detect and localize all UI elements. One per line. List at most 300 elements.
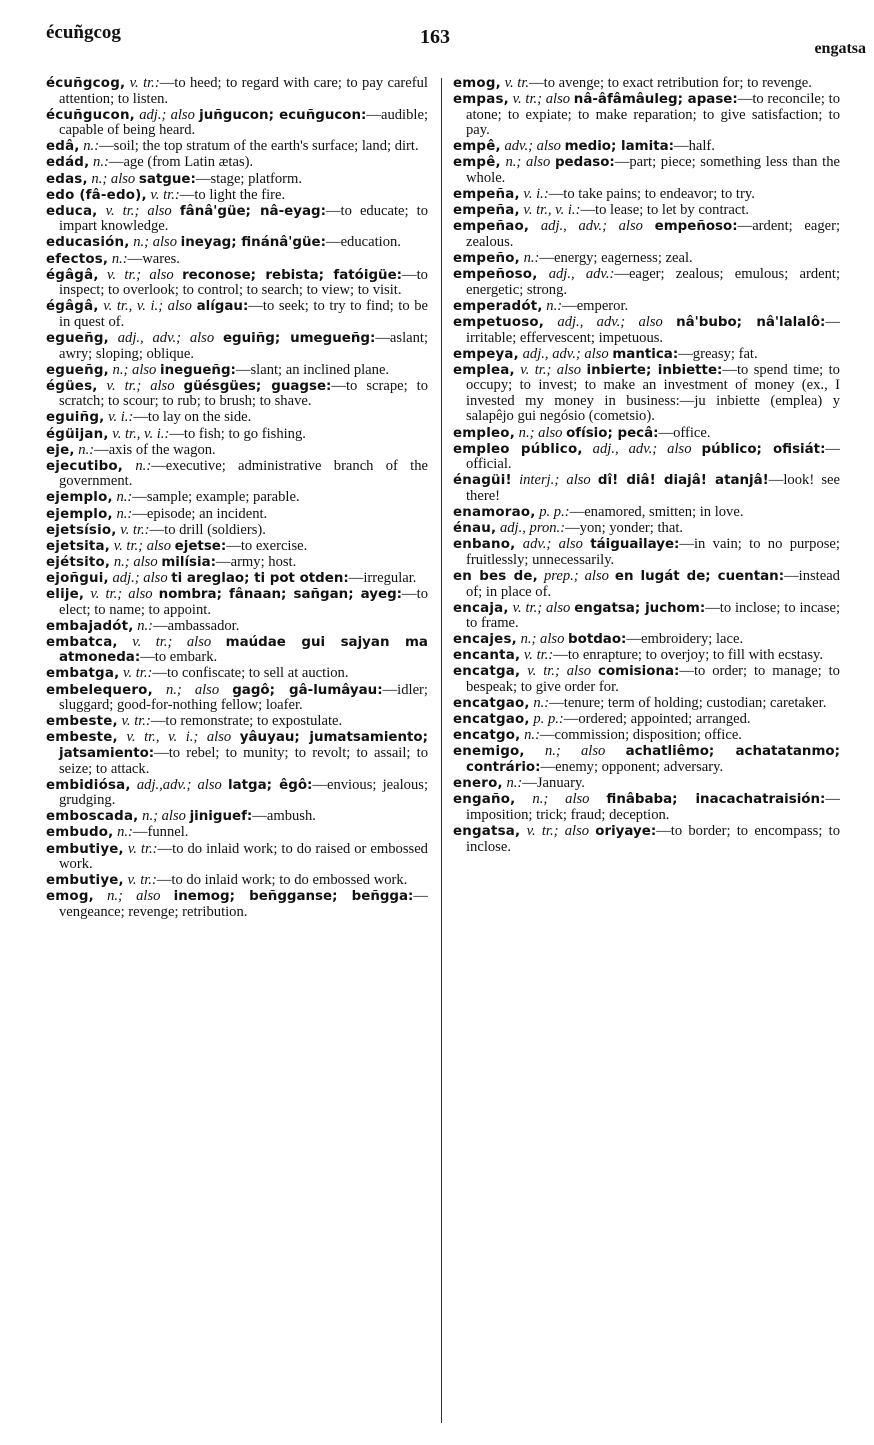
alternate-forms: ti areglao; ti pot otden: [171, 570, 349, 586]
dictionary-entry [46, 889, 428, 920]
alternate-forms: gagô; gâ-lumâyau: [232, 682, 383, 698]
headword: encaja, [453, 600, 509, 616]
headword: embidiósa, [46, 777, 131, 793]
left-guide-word: écuñgcog [46, 22, 121, 43]
also-label: also [136, 888, 161, 905]
part-of-speech: adj., adv.; [540, 218, 607, 235]
dictionary-entry [46, 204, 428, 235]
part-of-speech: n.: [137, 617, 154, 634]
alternate-forms: ineyag; finánâ'güe: [180, 235, 326, 251]
alternate-forms: ejetse: [174, 538, 227, 554]
dictionary-entry [453, 139, 840, 155]
dictionary-entry [46, 108, 428, 139]
dictionary-entry [46, 76, 428, 107]
also-label: also [170, 106, 195, 123]
definition: —to embark. [140, 649, 218, 666]
part-of-speech: n.: [135, 457, 152, 474]
part-of-speech: v. tr., v. i.: [523, 202, 581, 219]
headword: enemigo, [453, 744, 525, 760]
definition: —enemy; opponent; adversary. [540, 759, 724, 776]
definition: —in vain; to no purpose; fruitlessly; unnecessarily. [466, 536, 840, 568]
definition: —to lay on the side. [133, 409, 252, 426]
alternate-forms: en lugát de; cuentan: [614, 568, 785, 584]
definition: —to light the fire. [179, 186, 286, 203]
part-of-speech: n.; [112, 361, 129, 378]
dictionary-entry [46, 490, 428, 506]
definition: —enamored, smitten; in love. [569, 504, 744, 521]
definition: —funnel. [132, 824, 189, 841]
part-of-speech: v. tr.: [129, 75, 160, 91]
headword: encatgao, [453, 712, 530, 728]
alternate-forms: botdao: [568, 632, 627, 648]
part-of-speech: v. tr.: [523, 647, 554, 664]
page-number: 163 [420, 26, 450, 48]
part-of-speech: v. tr.; [512, 599, 543, 616]
headword: embatga, [46, 666, 120, 682]
headword: empleo público, [453, 441, 583, 457]
definition: —instead of; in place of. [466, 567, 840, 600]
dictionary-entry [453, 76, 840, 92]
alternate-forms: inegueñg: [160, 362, 236, 378]
headword: égâgâ, [46, 267, 99, 283]
definition: —to inclose; to incase; to frame. [466, 599, 840, 632]
dictionary-entry [46, 363, 428, 379]
dictionary-entry [453, 648, 840, 664]
headword: embeste, [46, 714, 118, 730]
alternate-forms: pedaso: [554, 155, 615, 171]
dictionary-entry [453, 601, 840, 632]
alternate-forms: fânâ'güe; nâ-eyag: [179, 203, 326, 219]
definition: —imposition; trick; fraud; deception. [466, 791, 840, 823]
also-label: also [556, 361, 582, 378]
part-of-speech: n.: [116, 505, 133, 522]
alternate-forms: comisiona: [598, 664, 680, 680]
headword: encanta, [453, 648, 521, 664]
also-label: also [566, 663, 592, 680]
definition: —slant; an inclined plane. [235, 361, 390, 378]
headword: embutiye, [46, 841, 124, 857]
dictionary-entry [453, 521, 840, 537]
part-of-speech: v. tr.; [105, 202, 140, 219]
definition: —January. [522, 775, 585, 792]
definition: —look! see there! [466, 472, 840, 504]
also-label: also [545, 91, 571, 108]
left-column [46, 76, 428, 921]
part-of-speech: v. tr.: [120, 521, 150, 538]
dictionary-entry [46, 188, 428, 204]
definition: —to heed; to regard with care; to pay careful attention; to listen. [59, 75, 428, 107]
definition: —eager; zealous; emulous; ardent; energetic; strong. [466, 266, 840, 298]
also-label: also [564, 822, 590, 839]
dictionary-entry [46, 427, 428, 443]
headword: educa, [46, 203, 98, 219]
headword: elije, [46, 587, 85, 602]
definition: —irritable; effervescent; impetuous. [466, 313, 841, 346]
headword: embajadót, [46, 618, 134, 634]
dictionary-entry [46, 587, 428, 618]
also-label: also [132, 361, 157, 378]
dictionary-entry [46, 666, 428, 682]
alternate-forms: latga; êgô: [227, 777, 313, 793]
also-label: also [110, 170, 136, 187]
part-of-speech: v. tr. [504, 75, 530, 91]
definition: —to do inlaid work; to do embossed work. [156, 872, 408, 889]
headword: edas, [46, 171, 88, 187]
headword: empas, [453, 92, 509, 108]
part-of-speech: n.; [113, 553, 130, 570]
definition: —to educate; to impart knowledge. [59, 202, 428, 235]
part-of-speech: v. tr.: [150, 186, 180, 203]
headword: empetuoso, [453, 314, 545, 330]
also-label: also [618, 218, 643, 235]
headword: educasión, [46, 235, 130, 251]
headword: ejemplo, [46, 506, 113, 522]
also-label: also [146, 537, 172, 554]
dictionary-entry [46, 842, 428, 873]
definition: —irregular. [348, 569, 417, 586]
part-of-speech: adj., pron.: [499, 520, 566, 537]
also-label: also [565, 791, 590, 808]
alternate-forms: achatliêmo; achatatanmo; contrário: [466, 744, 840, 776]
part-of-speech: n.; [532, 791, 549, 808]
headword: enamorao, [453, 505, 536, 521]
part-of-speech: n.: [116, 489, 133, 506]
definition: —greasy; fat. [678, 345, 758, 362]
headword: énau, [453, 521, 497, 537]
part-of-speech: v. tr.; [526, 822, 559, 839]
also-label: also [581, 743, 606, 760]
definition: —energy; eagerness; zeal. [539, 250, 693, 267]
dictionary-entry [453, 442, 840, 473]
part-of-speech: v. tr.; [512, 91, 543, 108]
definition: —to rebel; to munity; to revolt; to assail; to seize; to attack. [59, 744, 428, 777]
alternate-forms: juñgucon; ecuñgucon: [199, 107, 367, 123]
part-of-speech: n.: [83, 138, 100, 155]
headword: emog, [453, 76, 501, 91]
alternate-forms: engatsa; juchom: [574, 600, 706, 616]
dictionary-entry [453, 632, 840, 648]
part-of-speech: n.: [78, 441, 95, 458]
definition: —envious; jealous; grudging. [59, 776, 428, 809]
also-label: also [128, 586, 153, 602]
headword: écuñgucon, [46, 107, 135, 123]
definition: —to drill (soldiers). [149, 521, 266, 538]
definition: —to reconcile; to atone; to expiate; to make reparation; to give satisfaction; to pay. [466, 91, 840, 139]
part-of-speech: n.; [91, 170, 108, 187]
part-of-speech: n.; [544, 743, 561, 760]
also-label: also [638, 313, 663, 330]
headword: emboscada, [46, 809, 139, 825]
part-of-speech: n.; [107, 888, 123, 905]
definition: —ordered; appointed; arranged. [563, 711, 751, 728]
dictionary-entry [453, 203, 840, 219]
dictionary-entry [46, 555, 428, 571]
dictionary-entry [46, 778, 428, 809]
dictionary-entry [453, 728, 840, 744]
headword: empleo, [453, 425, 515, 441]
part-of-speech: p. p.: [533, 711, 564, 728]
dictionary-entry [453, 299, 840, 315]
alternate-forms: inbierte; inbiette: [586, 362, 723, 378]
part-of-speech: v. i.: [108, 409, 134, 426]
definition: —to inspect; to overlook; to control; to search; to view; to visit. [59, 266, 428, 299]
dictionary-entry [46, 235, 428, 251]
definition: —to lease; to let by contract. [580, 202, 750, 219]
dictionary-entry [453, 155, 840, 186]
part-of-speech: v. tr.; [113, 537, 144, 554]
dictionary-entry [453, 664, 840, 695]
definition: —to seek; to try to find; to be in quest of. [59, 298, 428, 330]
headword: énagüi! [453, 473, 512, 489]
headword: encatgo, [453, 728, 521, 744]
part-of-speech: adj.,adv.; [136, 776, 192, 793]
headword: écuñgcog, [46, 76, 126, 91]
also-label: also [540, 631, 565, 648]
headword: engaño, [453, 792, 516, 808]
dictionary-entry [46, 443, 428, 459]
definition: —yon; yonder; that. [565, 520, 684, 537]
headword: edâ, [46, 139, 80, 155]
dictionary-entry [46, 507, 428, 523]
headword: empeña, [453, 187, 520, 203]
part-of-speech: adj., adv.; [557, 313, 626, 330]
headword: égües, [46, 378, 98, 394]
also-label: also [538, 424, 563, 441]
also-label: also [189, 330, 215, 346]
dictionary-entry [46, 714, 428, 730]
dictionary-entry [46, 635, 428, 666]
definition: —to do inlaid work; to do raised or embossed work. [59, 840, 428, 873]
alternate-forms: satgue: [138, 171, 196, 187]
definition: —to take pains; to endeavor; to try. [548, 186, 755, 203]
definition: —executive; administrative branch of the government. [59, 457, 428, 490]
also-label: also [584, 345, 609, 362]
definition: —to exercise. [226, 537, 308, 554]
dictionary-entry [46, 172, 428, 188]
alternate-forms: nâ'bubo; nâ'lalalô: [676, 314, 826, 330]
headword: edád, [46, 155, 90, 171]
also-label: also [186, 633, 212, 650]
alternate-forms: güésgües; guagse: [183, 378, 332, 394]
dictionary-entry [46, 268, 428, 299]
also-label: also [197, 776, 222, 793]
dictionary-entry [453, 744, 840, 775]
right-guide-word: engatsa [814, 40, 866, 57]
headword: embatca, [46, 634, 118, 650]
headword: eje, [46, 442, 75, 458]
part-of-speech: v. tr.: [127, 840, 158, 857]
definition: —to confiscate; to sell at auction. [152, 665, 349, 682]
dictionary-entry [453, 92, 840, 139]
also-label: also [206, 729, 232, 746]
also-label: also [667, 440, 692, 457]
headword: empeñoso, [453, 267, 538, 283]
headword: ejecutibo, [46, 458, 124, 474]
part-of-speech: n.: [506, 775, 523, 792]
part-of-speech: adj.; [139, 106, 167, 123]
alternate-forms: mantica: [612, 346, 679, 362]
headword: edo (fâ-edo), [46, 187, 147, 203]
part-of-speech: n.; [520, 631, 537, 648]
headword: eguiñg, [46, 410, 105, 426]
headword: egueñg, [46, 362, 109, 378]
headword: encatga, [453, 664, 521, 680]
alternate-forms: nâ-âfâmâuleg; apase: [573, 92, 738, 108]
alternate-forms: ofísio; pecâ: [566, 425, 659, 441]
headword: encajes, [453, 632, 517, 648]
dictionary-entry [453, 505, 840, 521]
part-of-speech: v. tr.; [132, 633, 173, 650]
headword: empê, [453, 155, 501, 171]
alternate-forms: público; ofisiát: [701, 441, 826, 457]
dictionary-entry [46, 299, 428, 330]
part-of-speech: n.: [117, 824, 133, 841]
part-of-speech: n.: [524, 727, 540, 744]
part-of-speech: v. tr.: [121, 713, 151, 730]
right-column [453, 76, 840, 856]
part-of-speech: n.: [93, 154, 109, 171]
definition: —soil; the top stratum of the earth's surface; land; dirt. [99, 138, 419, 155]
also-label: also [143, 569, 168, 586]
part-of-speech: adj.; [112, 569, 140, 586]
part-of-speech: adj., adv.: [548, 266, 615, 283]
dictionary-entry [46, 825, 428, 841]
dictionary-entry [46, 523, 428, 539]
definition: —vengeance; revenge; retribution. [59, 888, 429, 920]
dictionary-entry [453, 712, 840, 728]
dictionary-entry [46, 619, 428, 635]
definition: —idler; sluggard; good-for-nothing fellow; loafer. [59, 681, 428, 714]
definition: —commission; disposition; office. [539, 727, 742, 744]
also-label: also [133, 553, 158, 570]
headword: embutiye, [46, 873, 124, 889]
headword: égüijan, [46, 426, 109, 442]
dictionary-entry [453, 776, 840, 792]
headword: ejemplo, [46, 490, 113, 506]
part-of-speech: prep.; [543, 567, 579, 584]
alternate-forms: oriyaye: [595, 823, 657, 839]
alternate-forms: inemog; beñgganse; beñgga: [173, 889, 414, 905]
headword: égâgâ, [46, 299, 99, 315]
headword: embudo, [46, 825, 114, 841]
part-of-speech: adv.; [522, 536, 552, 553]
part-of-speech: n.; [142, 808, 158, 825]
also-label: also [150, 377, 175, 394]
headword: egueñg, [46, 331, 109, 346]
part-of-speech: n.; [505, 154, 522, 171]
headword: empeño, [453, 251, 520, 267]
dictionary-entry [46, 683, 428, 714]
headword: enbano, [453, 537, 516, 553]
also-label: also [584, 567, 609, 584]
headword: emog, [46, 889, 94, 905]
headword: ejétsito, [46, 554, 111, 570]
part-of-speech: v. tr.; [106, 377, 142, 394]
part-of-speech: n.: [546, 297, 563, 314]
part-of-speech: n.: [533, 695, 550, 712]
part-of-speech: adj., adv.; [117, 330, 181, 346]
dictionary-entry [453, 792, 840, 823]
definition: —to border; to encompass; to inclose. [466, 822, 840, 855]
part-of-speech: v. tr., v. i.: [112, 425, 170, 442]
definition: —stage; platform. [195, 170, 303, 187]
dictionary-entry [453, 473, 840, 504]
part-of-speech: v. tr.: [127, 872, 157, 889]
part-of-speech: n.; [165, 681, 182, 698]
dictionary-entry [453, 267, 840, 298]
definition: —wares. [127, 250, 180, 267]
also-label: also [152, 234, 178, 251]
headword: empeya, [453, 346, 519, 362]
dictionary-entry [46, 155, 428, 171]
dictionary-entry [46, 730, 428, 777]
definition: —to scrape; to scratch; to scour; to rub; to brush; to shave. [59, 377, 428, 410]
column-divider [441, 78, 442, 1423]
definition: —part; piece; something less than the whole. [466, 154, 840, 187]
dictionary-entry [453, 696, 840, 712]
part-of-speech: v. i.: [523, 186, 549, 203]
alternate-forms: alígau: [196, 299, 249, 315]
dictionary-entry [453, 569, 840, 600]
headword: enero, [453, 776, 503, 792]
headword: empê, [453, 139, 501, 155]
alternate-forms: eguiñg; umegueñg: [222, 331, 376, 346]
part-of-speech: v. tr.; [527, 663, 560, 680]
dictionary-entry [453, 315, 840, 346]
headword: empeña, [453, 203, 520, 219]
also-label: also [167, 298, 192, 315]
dictionary-entry [453, 426, 840, 442]
definition: —army; host. [216, 553, 297, 570]
alternate-forms: empeñoso: [654, 219, 738, 235]
dictionary-entry [453, 251, 840, 267]
definition: —embroidery; lace. [626, 631, 744, 648]
dictionary-entry [46, 873, 428, 889]
dictionary-entry [453, 537, 840, 568]
dictionary-entry [46, 379, 428, 410]
definition: —tenure; term of holding; custodian; caretaker. [549, 695, 827, 712]
alternate-forms: jiniguef: [189, 809, 253, 825]
dictionary-entry [453, 219, 840, 250]
part-of-speech: v. tr.; [90, 586, 123, 602]
alternate-forms: yâuyau; jumatsamiento; jatsamiento: [59, 730, 428, 761]
headword: empeñao, [453, 219, 530, 235]
headword: efectos, [46, 251, 109, 267]
definition: —emperor. [562, 297, 629, 314]
alternate-forms: reconose; rebista; fatóigüe: [182, 267, 403, 283]
dictionary-entry [453, 824, 840, 855]
headword: encatgao, [453, 696, 530, 712]
definition: —ambassador. [153, 617, 240, 634]
alternate-forms: dî! diâ! diajâ! atanjâ! [597, 473, 769, 489]
part-of-speech: interj.; [519, 472, 560, 489]
dictionary-entry [46, 539, 428, 555]
definition: —to elect; to name; to appoint. [59, 586, 428, 618]
definition: —axis of the wagon. [94, 441, 216, 458]
definition: —to order; to manage; to bespeak; to give order for. [466, 663, 840, 696]
part-of-speech: n.; [133, 234, 150, 251]
definition: —age (from Latin ætas). [108, 154, 254, 171]
part-of-speech: v. tr., v. i.; [103, 298, 164, 315]
definition: —episode; an incident. [132, 505, 268, 522]
part-of-speech: n.: [111, 250, 128, 267]
part-of-speech: adj., adv.; [522, 345, 581, 362]
part-of-speech: adj., adv.; [592, 440, 658, 457]
headword: ejetsita, [46, 538, 111, 554]
dictionary-entry [46, 809, 428, 825]
definition: —audible; capable of being heard. [59, 106, 428, 139]
also-label: also [546, 599, 571, 616]
